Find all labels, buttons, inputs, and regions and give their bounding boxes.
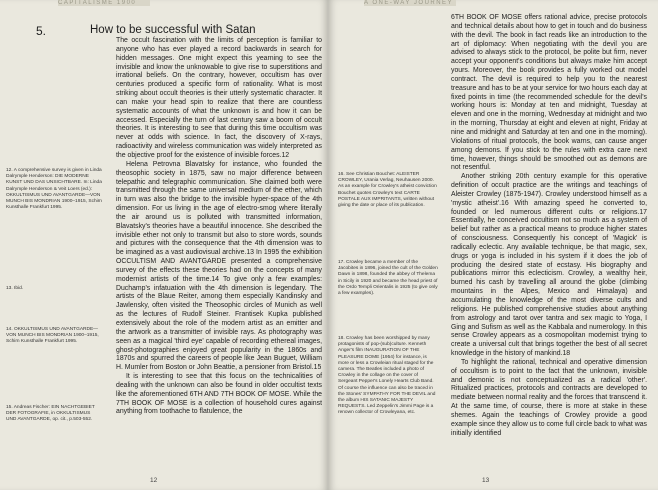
footnote-15: 15. Andreas Fischer: EIN NACHTGEBIET DER FOTOGRAFIE, in OKKULTISMUS UND AVANTGARDE, op. cit., p.503-552. xyxy=(6,405,95,423)
page-number-left: 12 xyxy=(150,477,158,484)
body-text-left xyxy=(116,37,322,417)
footnote-18: 18. Crowley has been worshipped by many protagonists of pop-(sub)culture. Kenneth Anger's film INAUGURATION OF THE PLEASURE DOME (1954) for instance, is more or less a Crowleian ritual staged for the camera. The Beatles included a photo of Crowley in the collage on the cover of Sergeant Pepper's Lonely Hearts Club Band. Of course the influence can also be traced in the Stones' SYMPATHY FOR THE DEVIL and the album HIS SATANIC MAJESTY REQUESTS. Led Zeppelin's Jimmi Page is a renown collector of Crowleyana, etc. xyxy=(338,336,436,416)
paragraph: Helena Petrovna Blavatsky for instance, who founded the theosophic society in 1875, saw no major difference between telepathic and telegraphic communication. She claimed both were transmitted through the same universal medium of the ether, which in turn was also the bridge to the invisible hyper-space of the 4th dimension. For us living in the age of electro-smog where literally the air around us is polluted with transmitted information, Blavatsky's theories have a beautiful innocence. She described the invisible ether not only to transmit but also to store words, sounds and pictures with the consequence that the 4th dimension was to be imagined as a vast audiovisual archive.13 In 1995 the exhibition OCCULTISM AND AVANTGARDE presented a comprehensive survey of the effects these theories had on the concepts of many modernist artists of the time.14 To give only a few examples: Duchamp's infatuation with the 4th dimension is legendary. The artists of the Blaue Reiter, among them especially Kandinsky and Jawlensky, often visited the Theosophic circles of Munich as well as the lectures of Rudolf Steiner. Frantisek Kupka published extensively about the role of the modern artist as an emitter and the artwork as a transmitter of invisible rays. As photography was seen as a magical 'third eye' capable of recording ethereal images, ghost-photographies enjoyed great popularity in the 1860s and 1870s and spurred the careers of people like Jean Buguet, William H. Mumler from Boston or John Beattie, a pensioner from Bristol.15 xyxy=(116,160,322,372)
chapter-number: 5. xyxy=(36,24,47,38)
chapter-heading: How to be successful with Satan xyxy=(90,24,256,36)
paragraph: To highlight the rational, technical and operative dimension of occultism is to point to the fact that the unknown, invisible and demonic is not conceptualized as a radical 'other'. Ritualized practices, protocols and contracts are developed to mediate between normal reality and the forces that transcend it. At the same time, of course, there is more at stake in these shemes. Again the teachings of Crowley provide a good example since they allow us to come full circle back to what was initially identified xyxy=(451,358,647,437)
page-number-right: 13 xyxy=(482,477,490,484)
running-head-left: CAPITALISME 1900 xyxy=(58,0,150,6)
running-head-right: A ONE-WAY JOURNEY xyxy=(364,0,456,6)
paragraph: The occult fascination with the limits of perception is familiar to anyone who has ever played a record backwards in search for hidden messages. One might expect this yearning to see the invisible and know the unknowable to give rise to superstitions and irrational beliefs. On the contrary, however, occultism has over centuries produced a specific form of rationality. What is most striking about occult theories is their utterly systematic character. It can make your head spin to realize that there are countless systematic accounts of what the unknown is and how it can be accessed. Especially the turn of last century saw a boom of occult theories. It is interesting to see that during this time occultism was never at odds with science. In fact, the discovery of X-rays, radioactivity and wireless communication was widely interpreted as the objective proof for the existence of invisible forces.12 xyxy=(116,37,322,159)
footnote-12: 12. A comprehensive survey is given in Linda Dalrymple Henderson: DIE MODERNE KUNST UND DAS UNSICHTBARE. In: Linda Dalrymple Henderson & Veit Loers (ed.): OKKULTISMUS UND AVANTGARDE—VON MUNCH BIS MONDRIAN 1900–1915, Schirn Kunsthalle Frankfurt 1995. xyxy=(6,168,102,211)
body-text-right xyxy=(451,14,647,439)
left-page xyxy=(0,0,328,490)
footnote-14: 14. OKKULTISMUS UND AVANTGARDE—VON MUNCH BIS MONDRIAN 1900–1915, Schirn Kunsthalle Frankfurt 1995. xyxy=(6,327,99,345)
paragraph: 6TH BOOK OF MOSE offers rational advice, precise protocols and technical details about how to get in touch and do business with the devil. The book in fact reads like an introduction to the art of diplomacy: When negotiating with the devil you are advised to always stick to the protocol, be polite but firm, never accept your opponent's conditions but always make him accept yours. Moreover, the book provides a fully worked out model contract. The devil is required to help you to the nearest treasure and has to be at your service for two hours each day at fixed points in time (the recommended schedule for the devil's working hours is: Monday at ten and midnight, Tuesday at eleven and one in the morning, Wednesday at midnight and two in the morning, Thursday at eight and eleven at night, Friday at nine and midnight and Saturday at ten and one in the morning). Violations of ritual protocols, the book warns, can cause anger among demons. If you stick to the rules with extra care next time, however, things should be smoothed out as demons are not resentful. xyxy=(451,14,647,172)
footnote-17: 17. Crowley became a member of the Jacobites in 1896, joined the cult of the Golden Dawn in 1898, founded the abbey of Thelema in Sicily in 1920 and became the head priest of the Ordo Templi Orientalis in 1925 (to give only a few examples). xyxy=(338,260,438,297)
paragraph: It is interesting to see that this focus on the technicalities of dealing with the unknown can also be found in older occultist texts like the aforementioned 6TH AND 7TH BOOK OF MOSE. While the 7TH BOOK OF MOSE is a collection of household cures against anything from toothache to flatulence, the xyxy=(116,373,322,416)
footnote-16: 16. See Christian Bouchet: ALEISTER CROWLEY, Urania Verlag, Neuhausen 2000. As an example for Crowley's atheist conviction Bouchet quotes Crowley's text CARTE POSTALE AUX IMPRITANTS, written without giving the date or place of its publication. xyxy=(338,172,437,209)
right-page xyxy=(328,0,658,490)
paragraph: Another striking 20th century example for this operative definition of occult practice are the writings and teachings of Aleister Crowley (1875-1947). Crowley understood himself as a 'mystic atheist'.16 With amazing speed he converted to, founded or led numerous different cults or religions.17 Essentially, he conceived occultism not so much as a system of belief but rather as a practical means to produce higher states of consciousness. Consequently his concept of 'Magick' is radically eclectic. Any available technique, be that magic, sex, drugs or yoga is included in his system if it does the job of producing the desired state of ecstasy. His biography and publications mirror this eclecticism. Crowley, a wealthy heir, burned his cash by travelling all around the globe (climbing mountains in the Alpes, Mexico and Himalaya) and accumulating the knowledge of the most diverse cults and religions. He published comprehensive studies about anything from astrology and tarot over tantra and sex magic to Yoga, I Ging and Sufism as well as the Kabbala and numerology. In this sense Crowley appears as a cosmopolitan modernist trying to create a universal cult that brings together the best of all secret knowledge in the history of mankind.18 xyxy=(451,173,647,358)
footnote-13: 13. Ibid. xyxy=(6,286,24,291)
